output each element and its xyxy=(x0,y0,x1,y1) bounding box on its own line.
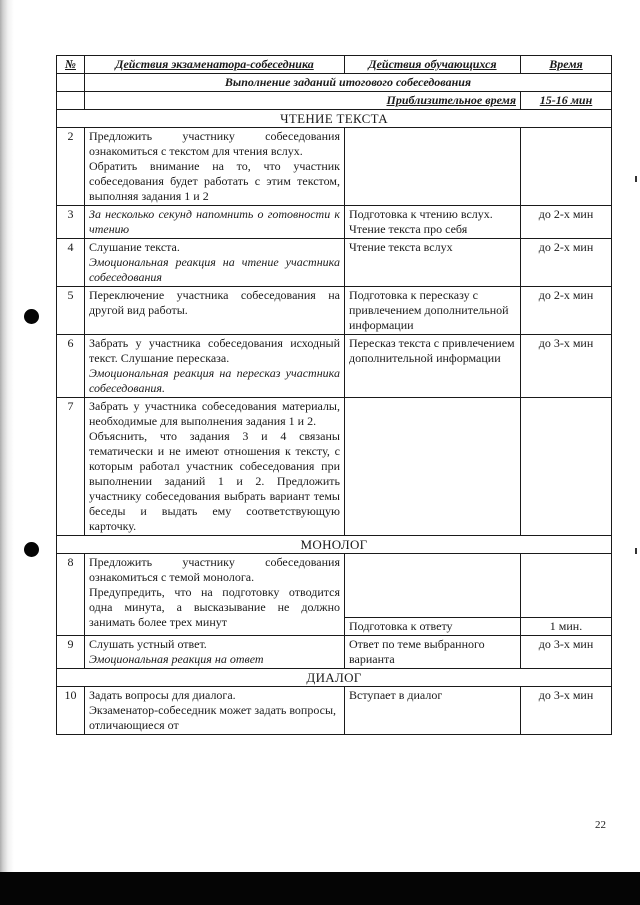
examiner-text: Предложить участнику собеседования ознакомиться с текстом для чтения вслух. xyxy=(89,129,340,158)
header-number: № xyxy=(57,56,85,74)
examiner-action xyxy=(85,335,345,398)
section-row-dialog xyxy=(57,669,612,687)
time-cell: до 3-х мин xyxy=(521,636,612,669)
section-row-monolog xyxy=(57,536,612,554)
examiner-text: Забрать у участника собеседования исходный текст. Слушание пересказа. xyxy=(89,336,340,365)
examiner-action xyxy=(85,398,345,536)
student-action xyxy=(345,398,521,536)
time-cell: до 3-х мин xyxy=(521,335,612,398)
table-title: Выполнение заданий итогового собеседования xyxy=(85,74,612,92)
time-cell: 1 мин. xyxy=(521,618,612,636)
time-cell xyxy=(521,398,612,536)
examiner-action xyxy=(85,687,345,735)
examiner-action: Переключение участника собеседования на другой вид работы. xyxy=(85,287,345,335)
examiner-text: Слушание текста. xyxy=(89,240,180,254)
header-student-actions: Действия обучающихся xyxy=(345,56,521,74)
table-row xyxy=(57,554,612,618)
approx-time-label: Приблизительное время xyxy=(85,92,521,110)
section-monolog: МОНОЛОГ xyxy=(57,536,612,554)
examiner-text: Экзаменатор-собеседник может задать вопросы, отличающиеся от xyxy=(89,703,337,732)
approx-time-value: 15-16 мин xyxy=(521,92,612,110)
row-number: 6 xyxy=(57,335,85,398)
row-number: 3 xyxy=(57,206,85,239)
examiner-action xyxy=(85,636,345,669)
page-number: 22 xyxy=(595,819,606,831)
scan-bottom-edge xyxy=(0,872,640,905)
punch-hole-lower xyxy=(24,542,39,557)
student-action xyxy=(345,554,521,618)
section-reading: ЧТЕНИЕ ТЕКСТА xyxy=(57,110,612,128)
examiner-action xyxy=(85,554,345,636)
examiner-text: Предупредить, что на подготовку отводится одна минута, а высказывание не должно занимать более трех минут xyxy=(89,585,340,629)
table-row xyxy=(57,206,612,239)
row-number: 8 xyxy=(57,554,85,636)
student-action: Подготовка к ответу xyxy=(345,618,521,636)
title-row xyxy=(57,74,612,92)
examiner-text: Объяснить, что задания 3 и 4 связаны тематически и не имеют отношения к тексту, с которым работал участник собеседования при выполнении заданий 1 и 2. Предложить участнику собеседования выбрать вариант темы беседы и выдать ему соответствующую карточку. xyxy=(89,429,340,533)
time-cell xyxy=(521,128,612,206)
table-row xyxy=(57,398,612,536)
section-dialog: ДИАЛОГ xyxy=(57,669,612,687)
examiner-text: Предложить участнику собеседования ознакомиться с темой монолога. xyxy=(89,555,340,584)
exam-procedure-table xyxy=(56,55,612,735)
student-action: Вступает в диалог xyxy=(345,687,521,735)
table-row xyxy=(57,239,612,287)
table-row xyxy=(57,287,612,335)
table-header-row xyxy=(57,56,612,74)
time-cell: до 2-х мин xyxy=(521,206,612,239)
time-cell: до 2-х мин xyxy=(521,239,612,287)
student-action: Чтение текста вслух xyxy=(345,239,521,287)
header-time: Время xyxy=(521,56,612,74)
student-action: Подготовка к пересказу с привлечением дополнительной информации xyxy=(345,287,521,335)
row-number: 9 xyxy=(57,636,85,669)
examiner-text: Слушать устный ответ. xyxy=(89,637,207,651)
scan-mark xyxy=(635,548,637,554)
approx-time-row xyxy=(57,92,612,110)
examiner-text: Эмоциональная реакция на пересказ участника собеседования. xyxy=(89,366,340,395)
examiner-text: Эмоциональная реакция на чтение участника собеседования xyxy=(89,255,340,284)
student-action: Ответ по теме выбранного варианта xyxy=(345,636,521,669)
header-examiner-actions: Действия экзаменатора-собеседника xyxy=(85,56,345,74)
examiner-action xyxy=(85,128,345,206)
row-number: 2 xyxy=(57,128,85,206)
scan-mark xyxy=(635,176,637,182)
examiner-action xyxy=(85,239,345,287)
row-number: 10 xyxy=(57,687,85,735)
examiner-text: Забрать у участника собеседования материалы, необходимые для выполнения задания 1 и 2. xyxy=(89,399,340,428)
table-row xyxy=(57,128,612,206)
table-row xyxy=(57,636,612,669)
row-number: 4 xyxy=(57,239,85,287)
student-text: Чтение текста про себя xyxy=(349,222,468,236)
student-text: Подготовка к чтению вслух. xyxy=(349,207,493,221)
time-cell: до 3-х мин xyxy=(521,687,612,735)
student-action xyxy=(345,128,521,206)
student-action xyxy=(345,206,521,239)
table-row xyxy=(57,335,612,398)
row-number: 5 xyxy=(57,287,85,335)
table-row xyxy=(57,687,612,735)
examiner-action: За несколько секунд напомнить о готовности к чтению xyxy=(85,206,345,239)
time-cell xyxy=(521,554,612,618)
section-row-reading xyxy=(57,110,612,128)
examiner-text: Эмоциональная реакция на ответ xyxy=(89,652,264,666)
punch-hole-upper xyxy=(24,309,39,324)
examiner-text: Задать вопросы для диалога. xyxy=(89,688,236,702)
row-number: 7 xyxy=(57,398,85,536)
scan-left-edge xyxy=(0,0,14,872)
examiner-text: Обратить внимание на то, что участник собеседования будет работать с этим текстом, выполняя задания 1 и 2 xyxy=(89,159,340,203)
student-action: Пересказ текста с привлечением дополнительной информации xyxy=(345,335,521,398)
time-cell: до 2-х мин xyxy=(521,287,612,335)
